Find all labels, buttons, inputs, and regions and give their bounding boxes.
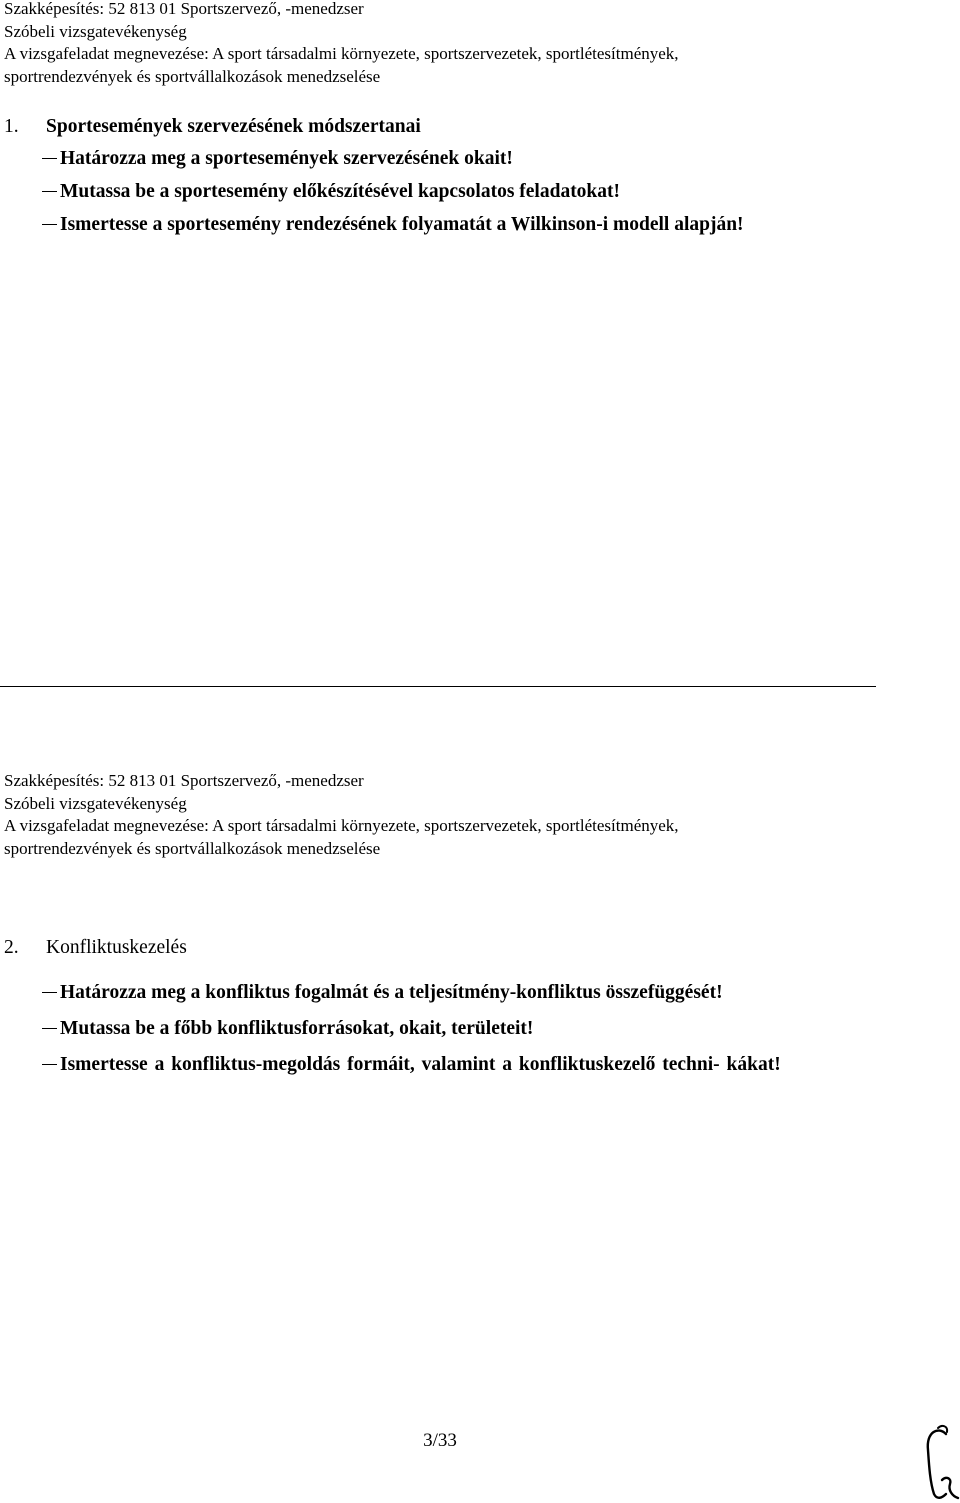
- dash-bullet-icon: [42, 158, 57, 159]
- section-2-title: Konfliktuskezelés: [46, 937, 187, 958]
- section-divider: [0, 686, 876, 687]
- dash-bullet-icon: [42, 224, 57, 225]
- header-activity: Szóbeli vizsgatevékenység: [4, 793, 187, 813]
- question-text: Határozza meg a konfliktus fogalmát és a teljesítmény-konfliktus összefüggését!: [60, 982, 723, 1003]
- page-header: [4, 770, 679, 860]
- section-1-heading: [4, 114, 421, 140]
- section-2-heading: [4, 935, 187, 961]
- dash-bullet-icon: [42, 1028, 57, 1029]
- section-1-question-list: [38, 142, 898, 241]
- list-item: [38, 975, 876, 1011]
- header-task-line-1: A vizsgafeladat megnevezése: A sport társadalmi környezete, sportszervezetek, sportlétesítmények,: [4, 816, 679, 835]
- header-activity: Szóbeli vizsgatevékenység: [4, 21, 187, 41]
- dash-bullet-icon: [42, 1064, 57, 1065]
- section-1-number: 1.: [4, 116, 19, 137]
- question-text: Ismertesse a sportesemény rendezésének folyamatát a Wilkinson-i modell alapján!: [60, 214, 744, 235]
- list-item: [38, 1047, 876, 1083]
- page-header: [4, 0, 679, 88]
- section-1-title: Sportesemények szervezésének módszertanai: [46, 116, 421, 137]
- section-2-number: 2.: [4, 937, 19, 958]
- page-number: 3/33: [423, 1430, 457, 1451]
- section-2-question-list: [38, 975, 876, 1083]
- header-qualification: Szakképesítés: 52 813 01 Sportszervező, -menedzser: [4, 0, 364, 18]
- handwritten-signature-icon: [916, 1420, 960, 1503]
- dash-bullet-icon: [42, 191, 57, 192]
- list-item: [38, 1011, 876, 1047]
- question-text: Mutassa be a sportesemény előkészítésével kapcsolatos feladatokat!: [60, 181, 621, 202]
- list-item: [38, 142, 898, 175]
- question-text: Mutassa be a főbb konfliktusforrásokat, okait, területeit!: [60, 1018, 534, 1039]
- dash-bullet-icon: [42, 992, 57, 993]
- header-task-line-2: sportrendezvények és sportvállalkozások menedzselése: [4, 838, 381, 858]
- list-item: [38, 175, 898, 208]
- question-text: Ismertesse a konfliktus-megoldás formáit, valamint a konfliktuskezelő techni- kákat!: [60, 1054, 781, 1075]
- question-text: Határozza meg a sportesemények szervezésének okait!: [60, 148, 513, 169]
- header-task-line-2: sportrendezvények és sportvállalkozások menedzselése: [4, 66, 381, 86]
- header-qualification: Szakképesítés: 52 813 01 Sportszervező, -menedzser: [4, 771, 364, 790]
- header-task-line-1: A vizsgafeladat megnevezése: A sport társadalmi környezete, sportszervezetek, sportlétesítmények,: [4, 44, 679, 63]
- list-item: [38, 208, 898, 241]
